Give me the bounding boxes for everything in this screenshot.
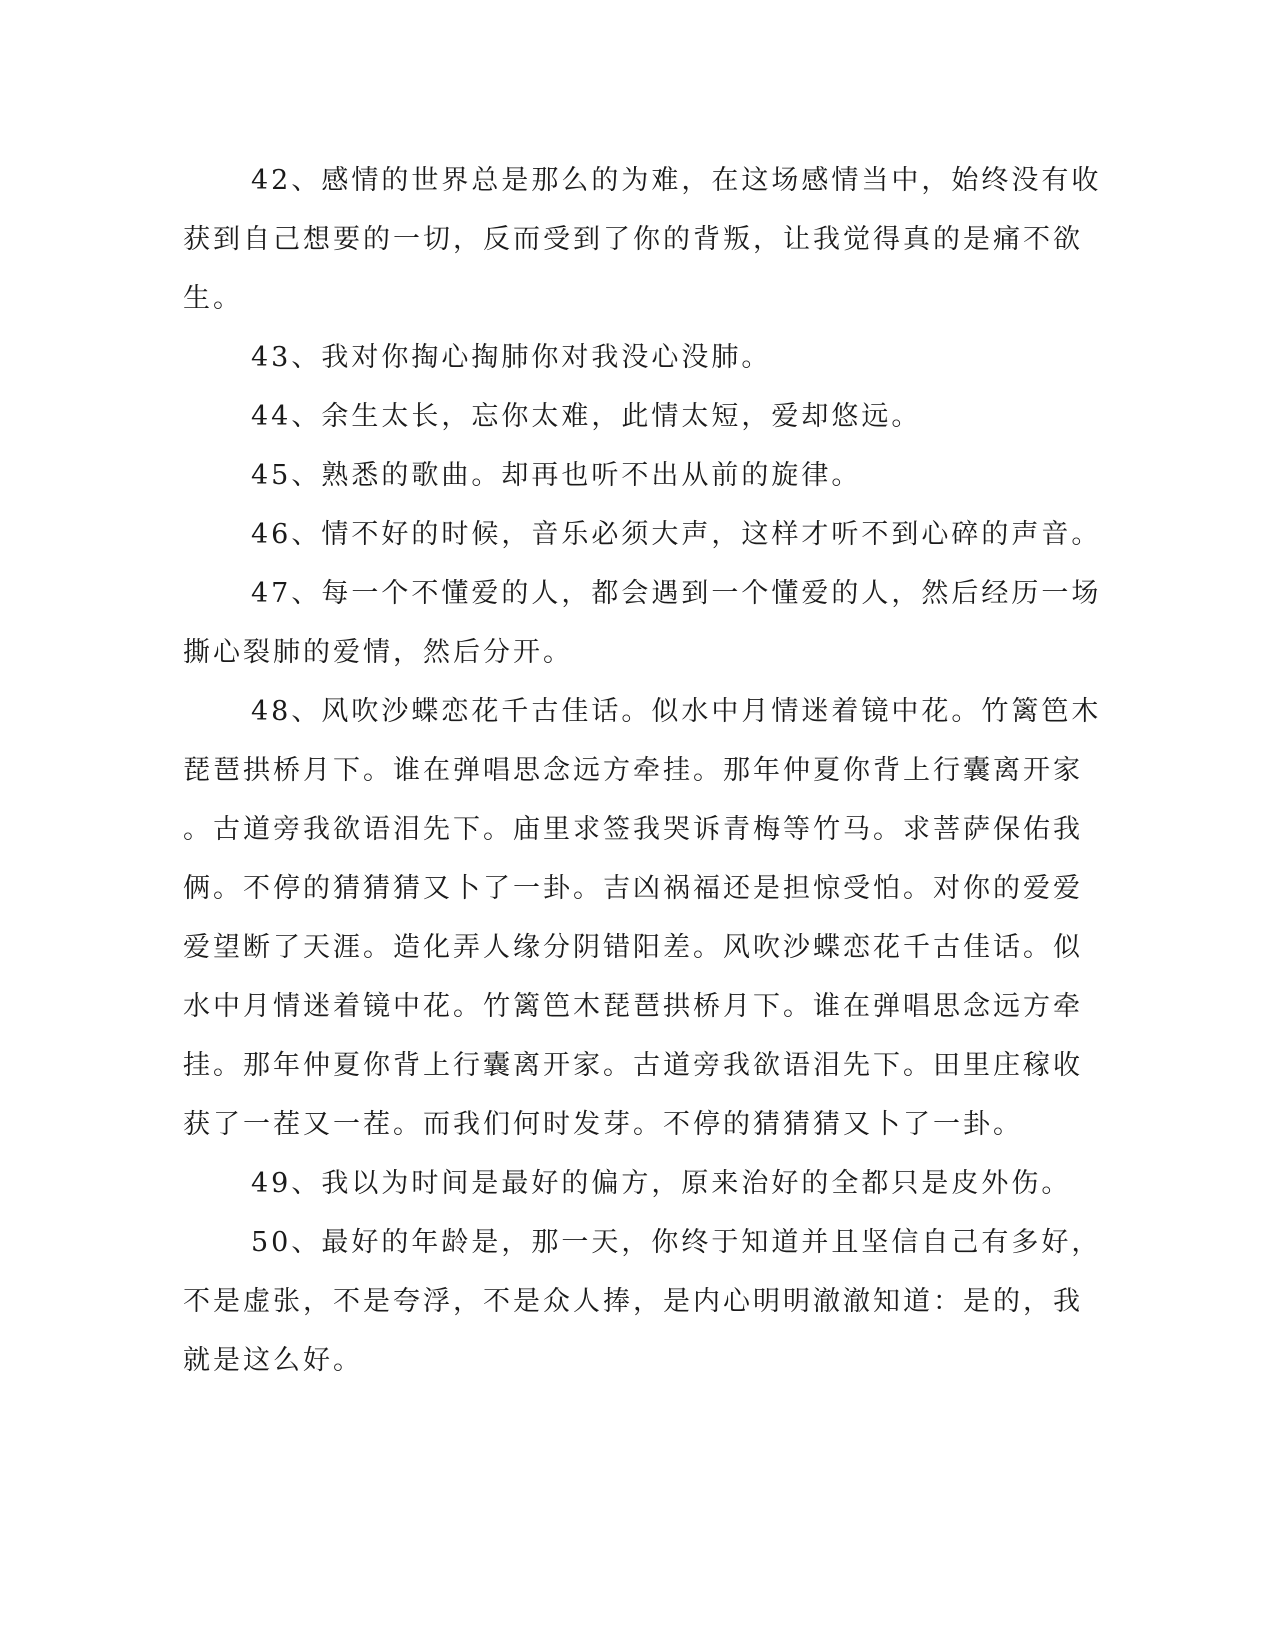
item-45-line-1: 45、熟悉的歌曲。却再也听不出从前的旋律。 bbox=[251, 460, 862, 491]
item-48-line-5: 爱望断了天涯。造化弄人缘分阴错阳差。风吹沙蝶恋花千古佳话。似 bbox=[183, 932, 1083, 963]
item-48-line-8: 获了一茬又一茬。而我们何时发芽。不停的猜猜猜又卜了一卦。 bbox=[183, 1109, 1023, 1140]
document-body bbox=[183, 151, 1102, 1390]
item-46-line-1: 46、情不好的时候，音乐必须大声，这样才听不到心碎的声音。 bbox=[251, 519, 1102, 550]
item-47-line-2: 撕心裂肺的爱情，然后分开。 bbox=[183, 637, 573, 668]
item-47-line-1: 47、每一个不懂爱的人，都会遇到一个懂爱的人，然后经历一场 bbox=[251, 578, 1102, 609]
item-48-line-6: 水中月情迷着镜中花。竹篱笆木琵琶拱桥月下。谁在弹唱思念远方牵 bbox=[183, 991, 1083, 1022]
item-49-line-1: 49、我以为时间是最好的偏方，原来治好的全都只是皮外伤。 bbox=[251, 1168, 1072, 1199]
item-50-line-3: 就是这么好。 bbox=[183, 1345, 363, 1376]
item-44-line-1: 44、余生太长，忘你太难，此情太短，爱却悠远。 bbox=[251, 401, 922, 432]
item-43-line-1: 43、我对你掏心掏肺你对我没心没肺。 bbox=[251, 342, 772, 373]
item-48-line-3: 。古道旁我欲语泪先下。庙里求签我哭诉青梅等竹马。求菩萨保佑我 bbox=[183, 814, 1083, 845]
item-50-line-2: 不是虚张，不是夸浮，不是众人捧，是内心明明澈澈知道：是的，我 bbox=[183, 1286, 1083, 1317]
item-48-line-4: 俩。不停的猜猜猜又卜了一卦。吉凶祸福还是担惊受怕。对你的爱爱 bbox=[183, 873, 1083, 904]
item-42-line-3: 生。 bbox=[183, 283, 243, 314]
item-42-line-1: 42、感情的世界总是那么的为难，在这场感情当中，始终没有收 bbox=[251, 165, 1102, 196]
item-42-line-2: 获到自己想要的一切，反而受到了你的背叛，让我觉得真的是痛不欲 bbox=[183, 224, 1083, 255]
item-48-line-7: 挂。那年仲夏你背上行囊离开家。古道旁我欲语泪先下。田里庄稼收 bbox=[183, 1050, 1083, 1081]
item-48-line-2: 琵琶拱桥月下。谁在弹唱思念远方牵挂。那年仲夏你背上行囊离开家 bbox=[183, 755, 1083, 786]
item-50-line-1: 50、最好的年龄是，那一天，你终于知道并且坚信自己有多好， bbox=[251, 1227, 1102, 1258]
item-48-line-1: 48、风吹沙蝶恋花千古佳话。似水中月情迷着镜中花。竹篱笆木 bbox=[251, 696, 1102, 727]
